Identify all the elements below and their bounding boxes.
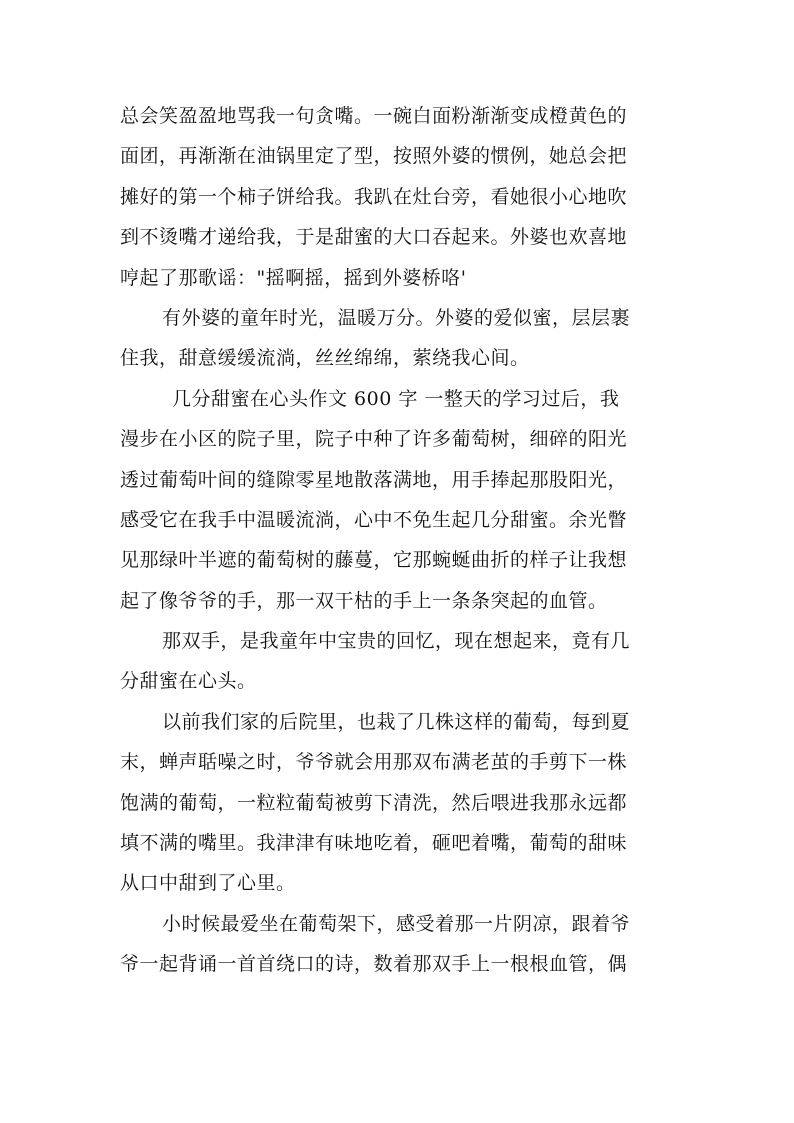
- text-line: 以前我们家的后院里，也栽了几株这样的葡萄，每到夏: [162, 710, 631, 733]
- text-line: 面团，再渐渐在油锅里定了型，按照外婆的惯例，她总会把: [120, 145, 628, 168]
- text-line: 起了像爷爷的手，那一双干枯的手上一条条突起的血管。: [120, 589, 608, 612]
- text-line: 那双手，是我童年中宝贵的回忆，现在想起来，竟有几: [162, 630, 631, 653]
- text-line: 感受它在我手中温暖流淌，心中不免生起几分甜蜜。余光瞥: [120, 508, 628, 531]
- text-line: 填不满的嘴里。我津津有味地吃着，砸吧着嘴，葡萄的甜味: [120, 832, 628, 855]
- text-line: 住我，甜意缓缓流淌，丝丝绵绵，萦绕我心间。: [120, 347, 530, 370]
- text-line: 末，蝉声聒噪之时，爷爷就会用那双布满老茧的手剪下一株: [120, 751, 628, 774]
- text-line: 透过葡萄叶间的缝隙零星地散落满地，用手捧起那股阳光，: [120, 468, 628, 491]
- text-line: 漫步在小区的院子里，院子中种了许多葡萄树，细碎的阳光: [120, 428, 628, 451]
- text-line: 分甜蜜在心头。: [120, 670, 257, 693]
- essay-text: [120, 96, 680, 985]
- text-line: 摊好的第一个柿子饼给我。我趴在灶台旁，看她很小心地吹: [120, 185, 628, 208]
- text-line: 小时候最爱坐在葡萄架下，感受着那一片阴凉，跟着爷: [162, 912, 631, 935]
- text-line: 饱满的葡萄，一粒粒葡萄被剪下清洗，然后喂进我那永远都: [120, 791, 628, 814]
- text-line: 爷一起背诵一首首绕口的诗，数着那双手上一根根血管，偶: [120, 953, 628, 976]
- text-line: 哼起了那歌谣："摇啊摇，摇到外婆桥咯': [120, 266, 467, 289]
- text-line: 有外婆的童年时光，温暖万分。外婆的爱似蜜，层层裹: [162, 306, 631, 329]
- text-line: 从口中甜到了心里。: [120, 872, 296, 895]
- text-line: 到不烫嘴才递给我，于是甜蜜的大口吞起来。外婆也欢喜地: [120, 226, 628, 249]
- text-line: 见那绿叶半遮的葡萄树的藤蔓，它那蜿蜒曲折的样子让我想: [120, 549, 628, 572]
- text-line: 几分甜蜜在心头作文 600 字 一整天的学习过后，我: [172, 387, 620, 410]
- text-line: 总会笑盈盈地骂我一句贪嘴。一碗白面粉渐渐变成橙黄色的: [120, 105, 628, 127]
